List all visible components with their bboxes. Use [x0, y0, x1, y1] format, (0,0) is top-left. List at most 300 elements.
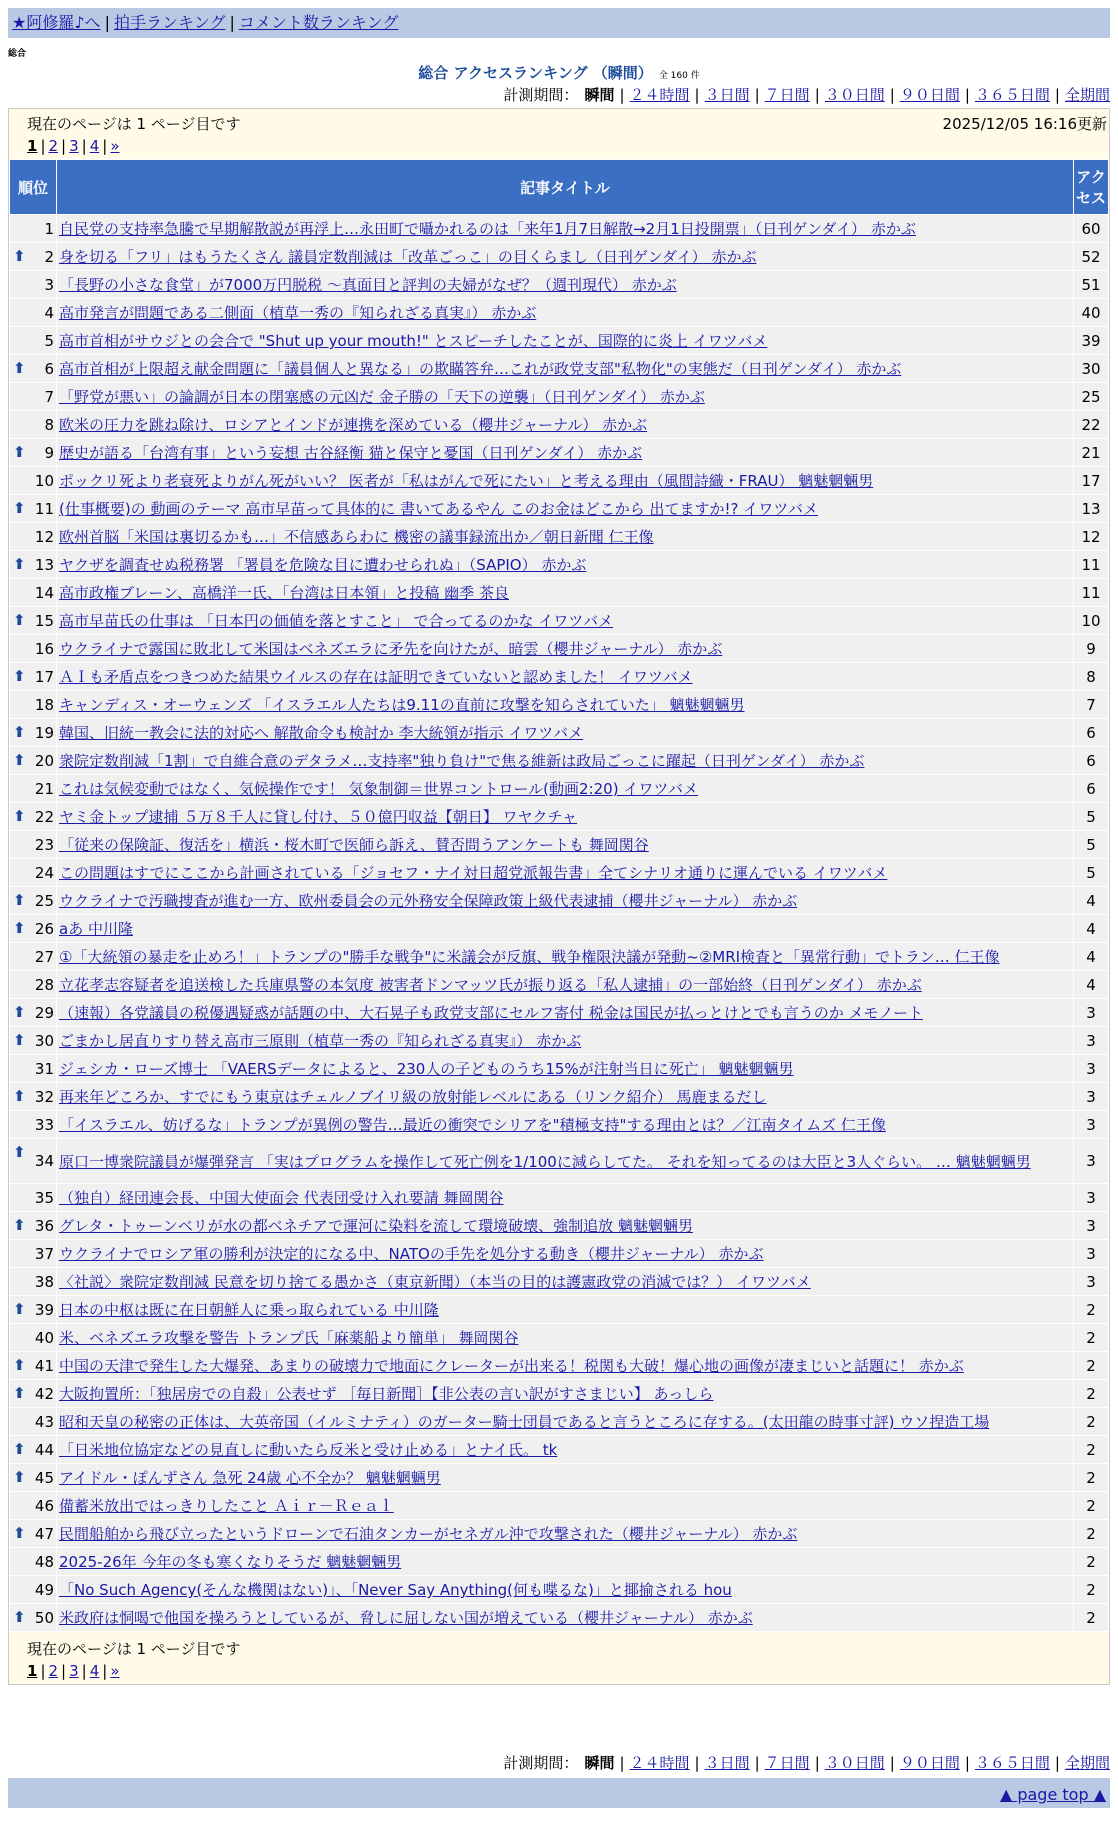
rank-up-arrow-icon: ⬆	[13, 499, 26, 517]
period-link[interactable]: 全期間	[1064, 1754, 1110, 1772]
title-cell	[57, 495, 1073, 522]
rank-up-arrow-icon: ⬆	[13, 555, 26, 573]
period-link[interactable]: ７日間	[764, 86, 810, 104]
ranking-panel	[8, 108, 1110, 1685]
period-separator: |	[964, 86, 970, 104]
article-link[interactable]: ポックリ死より老衰死よりがん死がいい？ 医者が「私はがんで死にたい」と考える理由（風間詩織・FRAU） 魑魅魍魎男	[59, 472, 874, 490]
pager-page-link[interactable]: 2	[48, 1662, 59, 1680]
rank-number: 29	[34, 1003, 54, 1022]
article-link[interactable]: 米、ベネズエラ攻撃を警告 トランプ氏「麻薬船より簡単」 舞岡関谷	[59, 1329, 519, 1347]
rank-cell	[10, 1352, 56, 1379]
access-count: 4	[1074, 971, 1108, 998]
rank-number: 20	[34, 751, 54, 770]
rank-cell	[10, 831, 56, 858]
rank-number: 17	[34, 667, 54, 686]
rank-cell	[10, 1240, 56, 1267]
page-info-bottom	[9, 1632, 1109, 1684]
title-cell	[57, 607, 1073, 634]
rank-cell	[10, 495, 56, 522]
rank-cell	[10, 859, 56, 886]
rank-number: 21	[34, 779, 54, 798]
access-count: 22	[1074, 411, 1108, 438]
article-link[interactable]: 「No Such Agency(そんな機関はない)」、「Never Say Anything(何も喋るな)」と揶揄される hou	[59, 1581, 732, 1599]
access-count: 13	[1074, 495, 1108, 522]
rank-cell	[10, 411, 56, 438]
period-separator: |	[619, 86, 625, 104]
table-row	[10, 775, 1108, 802]
rank-cell	[10, 775, 56, 802]
category-label: 総合	[8, 49, 27, 59]
article-link[interactable]: 民間船舶から飛び立ったというドローンで石油タンカーがセネガル沖で攻撃された（櫻井ジャーナル） 赤かぶ	[59, 1525, 798, 1543]
rank-cell	[10, 355, 56, 382]
access-count: 2	[1074, 1604, 1108, 1631]
page-indicator-bottom: 現在のページは 1 ページ目です	[27, 1640, 241, 1658]
article-link[interactable]: 昭和天皇の秘密の正体は、大英帝国（イルミナティ）のガーター騎士団員であると言うところに存する。(太田龍の時事寸評) ウソ捏造工場	[59, 1413, 990, 1431]
title-cell	[57, 1380, 1073, 1407]
title-cell	[57, 1055, 1073, 1082]
period-link[interactable]: ２４時間	[629, 1754, 690, 1772]
rank-number: 50	[34, 1608, 54, 1627]
article-link[interactable]: aあ 中川隆	[59, 920, 133, 938]
period-separator: |	[1054, 86, 1060, 104]
rank-cell	[10, 1604, 56, 1631]
access-count: 3	[1074, 1083, 1108, 1110]
period-link[interactable]: ３日間	[704, 1754, 750, 1772]
title-cell	[57, 383, 1073, 410]
article-link[interactable]: ジェシカ・ローズ博士 「VAERSデータによると、230人の子どものうち15%が注射当日に死亡」 魑魅魍魎男	[59, 1060, 794, 1078]
rank-up-arrow-icon: ⬆	[13, 1003, 26, 1021]
access-count: 39	[1074, 327, 1108, 354]
rank-cell	[10, 579, 56, 606]
rank-number: 48	[34, 1552, 54, 1571]
title-cell	[57, 1576, 1073, 1603]
rank-up-arrow-icon: ⬆	[13, 1524, 26, 1542]
rank-cell	[10, 439, 56, 466]
access-count: 30	[1074, 355, 1108, 382]
article-link[interactable]: 2025-26年 今年の冬も寒くなりそうだ 魑魅魍魎男	[59, 1553, 402, 1571]
rank-cell	[10, 971, 56, 998]
article-link[interactable]: 高市早苗氏の仕事は 「日本円の価値を落とすこと」 で合ってるのかな イワツバメ	[59, 612, 614, 630]
title-cell	[57, 663, 1073, 690]
title-cell	[57, 1111, 1073, 1138]
article-link[interactable]: これは気候変動ではなく、気候操作です！ 気象制御＝世界コントロール(動画2:20) イワツバメ	[59, 780, 699, 798]
title-cell	[57, 1352, 1073, 1379]
table-row	[10, 271, 1108, 298]
title-cell	[57, 327, 1073, 354]
header-title: 記事タイトル	[57, 160, 1073, 214]
rank-number: 41	[34, 1356, 54, 1375]
article-link[interactable]: 高市首相がサウジとの会合で "Shut up your mouth!" とスピーチしたことが、国際的に炎上 イワツバメ	[59, 332, 768, 350]
title-cell	[57, 271, 1073, 298]
pager-page-link[interactable]: 1	[27, 1662, 38, 1680]
period-separator: |	[889, 1754, 895, 1772]
rank-cell	[10, 551, 56, 578]
rank-number: 28	[34, 975, 54, 994]
rank-up-arrow-icon: ⬆	[13, 359, 26, 377]
access-count: 5	[1074, 803, 1108, 830]
rank-cell	[10, 271, 56, 298]
table-row	[10, 439, 1108, 466]
rank-cell	[10, 691, 56, 718]
rank-number: 1	[44, 219, 54, 238]
page-title-block	[0, 62, 1118, 83]
access-count: 5	[1074, 859, 1108, 886]
rank-number: 23	[34, 835, 54, 854]
access-count: 2	[1074, 1352, 1108, 1379]
rank-up-arrow-icon: ⬆	[13, 1356, 26, 1374]
title-cell	[57, 579, 1073, 606]
rank-number: 2	[44, 247, 54, 266]
rank-number: 13	[34, 555, 54, 574]
article-link[interactable]: 「長野の小さな食堂」が7000万円脱税 ～真面目と評判の夫婦がなぜ？（週刊現代） 赤かぶ	[59, 276, 677, 294]
total-count: 全 160 件	[658, 71, 700, 81]
title-cell	[57, 971, 1073, 998]
rank-number: 12	[34, 527, 54, 546]
access-count: 10	[1074, 607, 1108, 634]
period-link[interactable]: ３０日間	[824, 1754, 885, 1772]
article-link[interactable]: ごまかし居直りすり替え高市三原則（植草一秀の『知られざる真実』） 赤かぶ	[59, 1032, 582, 1050]
pager-separator: |	[102, 137, 108, 155]
period-separator: |	[814, 1754, 820, 1772]
title-cell	[57, 999, 1073, 1026]
access-count: 9	[1074, 635, 1108, 662]
rank-number: 14	[34, 583, 54, 602]
pager-next[interactable]: »	[110, 1662, 120, 1680]
article-link[interactable]: 高市発言が問題である二側面（植草一秀の『知られざる真実』） 赤かぶ	[59, 304, 537, 322]
article-link[interactable]: 立花孝志容疑者を追送検した兵庫県警の本気度 被害者ドンマッツ氏が振り返る「私人逮捕」の一部始終（日刊ゲンダイ） 赤かぶ	[59, 976, 922, 994]
title-cell	[57, 523, 1073, 550]
rank-cell	[10, 215, 56, 242]
table-row	[10, 1352, 1108, 1379]
access-count: 2	[1074, 1576, 1108, 1603]
pager-page-link[interactable]: 4	[89, 137, 100, 155]
period-link[interactable]: ３６５日間	[974, 1754, 1050, 1772]
pager-separator: |	[40, 1662, 46, 1680]
title-cell	[57, 1324, 1073, 1351]
period-link[interactable]: ７日間	[764, 1754, 810, 1772]
period-link[interactable]: ９０日間	[899, 1754, 960, 1772]
page-indicator	[27, 113, 240, 134]
pager-separator: |	[81, 1662, 87, 1680]
article-link[interactable]: 高市政権ブレーン、高橋洋一氏、「台湾は日本領」と投稿 幽季 茶良	[59, 584, 509, 602]
rank-number: 5	[44, 331, 54, 350]
access-count: 21	[1074, 439, 1108, 466]
article-link[interactable]: ヤクザを調査せぬ税務署 「署員を危険な目に遭わせられぬ」（SAPIO） 赤かぶ	[59, 556, 587, 574]
article-link[interactable]: 米政府は恫喝で他国を操ろうとしているが、脅しに屈しない国が増えている（櫻井ジャーナル） 赤かぶ	[59, 1609, 753, 1627]
rank-number: 18	[34, 695, 54, 714]
rank-number: 44	[34, 1440, 54, 1459]
access-count: 2	[1074, 1380, 1108, 1407]
rank-cell	[10, 607, 56, 634]
table-row	[10, 691, 1108, 718]
table-row	[10, 1184, 1108, 1211]
rank-number: 4	[44, 303, 54, 322]
article-link[interactable]: （独自）経団連会長、中国大使面会 代表団受け入れ要請 舞岡関谷	[59, 1189, 504, 1207]
period-link[interactable]: ３０日間	[824, 86, 885, 104]
applause-ranking-link[interactable]: 拍手ランキング	[113, 13, 226, 32]
article-link[interactable]: 再来年どころか、すでにもう東京はチェルノブイリ級の放射能レベルにある（リンク紹介） 馬鹿まるだし	[59, 1088, 767, 1106]
title-cell	[57, 411, 1073, 438]
rank-cell	[10, 803, 56, 830]
table-row	[10, 215, 1108, 242]
article-link[interactable]: 韓国、旧統一教会に法的対応へ 解散命令も検討か 李大統領が指示 イワツバメ	[59, 724, 584, 742]
pager-separator: |	[102, 1662, 108, 1680]
period-link[interactable]: ３日間	[704, 86, 750, 104]
access-count: 6	[1074, 775, 1108, 802]
access-count: 11	[1074, 551, 1108, 578]
article-link[interactable]: 高市首相が上限超え献金問題に「議員個人と異なる」の欺瞞答弁…これが政党支部"私物化"の実態だ（日刊ゲンダイ） 赤かぶ	[59, 360, 902, 378]
table-row	[10, 803, 1108, 830]
rank-number: 47	[34, 1524, 54, 1543]
title-cell	[57, 1083, 1073, 1110]
pager-next[interactable]: »	[110, 137, 120, 155]
access-count: 60	[1074, 215, 1108, 242]
article-link[interactable]: ヤミ金トップ逮捕 ５万８千人に貸し付け、５０億円収益【朝日】 ワヤクチャ	[59, 808, 578, 826]
table-row	[10, 1380, 1108, 1407]
table-row	[10, 327, 1108, 354]
rank-cell	[10, 1268, 56, 1295]
article-link[interactable]: 自民党の支持率急騰で早期解散説が再浮上…永田町で囁かれるのは「来年1月7日解散→2月1日投開票」（日刊ゲンダイ） 赤かぶ	[59, 220, 916, 238]
period-separator: |	[814, 86, 820, 104]
bottom-bar	[8, 1778, 1110, 1808]
rank-up-arrow-icon: ⬆	[13, 1608, 26, 1626]
rank-cell	[10, 1139, 56, 1183]
header-rank: 順位	[10, 160, 56, 214]
rank-cell	[10, 1027, 56, 1054]
title-cell	[57, 691, 1073, 718]
title-cell	[57, 1548, 1073, 1575]
article-link[interactable]: ①「大統領の暴走を止めろ！」トランプの"勝手な戦争"に米議会が反旗、戦争権限決議が発動~②MRI検査と「異常行動」でトラン… 仁王像	[59, 948, 1000, 966]
page-top-link[interactable]: ▲ page top ▲	[999, 1785, 1106, 1804]
updated-time: 2025/12/05 16:16更新	[942, 115, 1107, 133]
access-count: 40	[1074, 299, 1108, 326]
table-row	[10, 1324, 1108, 1351]
rank-number: 33	[34, 1115, 54, 1134]
article-link[interactable]: 「従来の保険証、復活を」横浜・桜木町で医師ら訴え、賛否問うアンケートも 舞岡関谷	[59, 836, 649, 854]
page-indicator-text: 現在のページは 1 ページ目です	[27, 115, 241, 133]
table-row	[10, 551, 1108, 578]
article-link[interactable]: この問題はすでにここから計画されている「ジョセフ・ナイ対日超党派報告書」全てシナリオ通りに運んでいる イワツバメ	[59, 864, 888, 882]
article-link[interactable]: 中国の天津で発生した大爆発、あまりの破壊力で地面にクレーターが出来る！税関も大破！爆心地の画像が凄まじいと話題に！ 赤かぶ	[59, 1357, 964, 1375]
period-link[interactable]: ３６５日間	[974, 86, 1050, 104]
article-link[interactable]: （速報）各党議員の税優遇疑惑が話題の中、大石晃子も政党支部にセルフ寄付 税金は国民が払っとけとでも言うのか メモノート	[59, 1004, 923, 1022]
rank-number: 15	[34, 611, 54, 630]
period-separator: |	[1054, 1754, 1060, 1772]
rank-up-arrow-icon: ⬆	[13, 919, 26, 937]
rank-number: 42	[34, 1384, 54, 1403]
access-count: 4	[1074, 887, 1108, 914]
period-separator: |	[694, 1754, 700, 1772]
rank-number: 3	[44, 275, 54, 294]
title-cell	[57, 1408, 1073, 1435]
access-count: 3	[1074, 1212, 1108, 1239]
rank-cell	[10, 523, 56, 550]
table-row	[10, 523, 1108, 550]
title-cell	[57, 803, 1073, 830]
pager-page-link[interactable]: 4	[89, 1662, 100, 1680]
rank-cell	[10, 327, 56, 354]
article-link[interactable]: 日本の中枢は既に在日朝鮮人に乗っ取られている 中川隆	[59, 1301, 439, 1319]
period-link[interactable]: ２４時間	[629, 86, 690, 104]
article-link[interactable]: 「日米地位協定などの見直しに動いたら反米と受け止める」とナイ氏。 tk	[59, 1441, 558, 1459]
title-cell	[57, 915, 1073, 942]
table-row	[10, 579, 1108, 606]
rank-number: 26	[34, 919, 54, 938]
title-cell	[57, 1027, 1073, 1054]
period-link[interactable]: 全期間	[1064, 86, 1110, 104]
pager-page-link[interactable]: 2	[48, 137, 59, 155]
rank-number: 39	[34, 1300, 54, 1319]
table-row	[10, 1576, 1108, 1603]
title-cell	[57, 1139, 1073, 1183]
article-link[interactable]: ウクライナでロシア軍の勝利が決定的になる中、NATOの手先を処分する動き（櫻井ジャーナル） 赤かぶ	[59, 1245, 764, 1263]
period-selector-bottom	[503, 1752, 1110, 1773]
rank-cell	[10, 943, 56, 970]
access-count: 51	[1074, 271, 1108, 298]
title-cell	[57, 551, 1073, 578]
table-body	[10, 215, 1108, 1631]
period-link[interactable]: ９０日間	[899, 86, 960, 104]
rank-cell	[10, 915, 56, 942]
table-row	[10, 1604, 1108, 1631]
header-access: アクセス	[1074, 160, 1108, 214]
article-link[interactable]: 原口一博衆院議員が爆弾発言 「実はプログラムを操作して死亡例を1/100に減らしてた。 それを知ってるのは大臣と3人ぐらい。 … 魑魅魍魎男	[59, 1152, 1031, 1171]
table-row	[10, 607, 1108, 634]
table-row	[10, 1139, 1108, 1183]
table-row	[10, 411, 1108, 438]
title-cell	[57, 775, 1073, 802]
article-link[interactable]: キャンディス・オーウェンズ 「イスラエル人たちは9.11の直前に攻撃を知らされていた」 魑魅魍魎男	[59, 696, 745, 714]
table-row	[10, 355, 1108, 382]
article-link[interactable]: グレタ・トゥーンベリが水の都ベネチアで運河に染料を流して環境破壊、強制追放 魑魅魍魎男	[59, 1217, 693, 1235]
table-row	[10, 1464, 1108, 1491]
article-link[interactable]: ウクライナで汚職捜査が進む一方、欧州委員会の元外務安全保障政策上級代表逮捕（櫻井ジャーナル） 赤かぶ	[59, 892, 798, 910]
table-row	[10, 1296, 1108, 1323]
table-row	[10, 1408, 1108, 1435]
title-cell	[57, 943, 1073, 970]
access-count: 25	[1074, 383, 1108, 410]
table-row	[10, 1520, 1108, 1547]
rank-number: 10	[34, 471, 54, 490]
article-link[interactable]: アイドル・ぽんずさん 急死 24歳 心不全か？ 魑魅魍魎男	[59, 1469, 441, 1487]
period-selector-top	[503, 84, 1110, 105]
rank-number: 31	[34, 1059, 54, 1078]
article-link[interactable]: ウクライナで露国に敗北して米国はベネズエラに矛先を向けたが、暗雲（櫻井ジャーナル） 赤かぶ	[59, 640, 723, 658]
title-cell	[57, 887, 1073, 914]
access-count: 3	[1074, 1240, 1108, 1267]
table-row	[10, 887, 1108, 914]
title-cell	[57, 1604, 1073, 1631]
table-row	[10, 1083, 1108, 1110]
home-link[interactable]: ★阿修羅♪へ	[12, 13, 101, 32]
pager-separator: |	[81, 137, 87, 155]
rank-up-arrow-icon: ⬆	[13, 247, 26, 265]
period-label: 計測期間：	[503, 86, 579, 104]
article-link[interactable]: (仕事概要)の 動画のテーマ 高市早苗って具体的に 書いてあるやん このお金はどこから 出てますか!? イワツバメ	[59, 500, 818, 518]
period-links	[614, 1754, 1110, 1772]
access-count: 11	[1074, 579, 1108, 606]
rank-up-arrow-icon: ⬆	[13, 1384, 26, 1402]
article-link[interactable]: ＡＩも矛盾点をつきつめた結果ウイルスの存在は証明できていないと認めました！ イワツバメ	[59, 668, 693, 686]
article-link[interactable]: 「イスラエル、妨げるな」トランプが異例の警告…最近の衝突でシリアを"積極支持"する理由とは？／江南タイムズ 仁王像	[59, 1116, 886, 1134]
period-separator: |	[754, 1754, 760, 1772]
article-link[interactable]: 衆院定数削減「1割」で自維合意のデタラメ…支持率"独り負け"で焦る維新は政局ごっこに躍起（日刊ゲンダイ） 赤かぶ	[59, 752, 865, 770]
title-cell	[57, 1268, 1073, 1295]
article-link[interactable]: 大阪拘置所：「独居房での自殺」公表せず ［毎日新聞］【非公表の言い訳がすさまじい】 あっしら	[59, 1385, 714, 1403]
access-count: 4	[1074, 943, 1108, 970]
comment-ranking-link[interactable]: コメント数ランキング	[238, 13, 399, 32]
rank-up-arrow-icon: ⬆	[13, 443, 26, 461]
title-cell	[57, 1464, 1073, 1491]
table-row	[10, 467, 1108, 494]
table-row	[10, 243, 1108, 270]
article-link[interactable]: 備蓄米放出ではっきりしたこと Ａｉｒ－Ｒｅａｌ	[59, 1497, 394, 1515]
article-link[interactable]: 欧州首脳「米国は裏切るかも…」不信感あらわに 機密の議事録流出か／朝日新聞 仁王像	[59, 528, 654, 546]
rank-cell	[10, 1436, 56, 1463]
table-row	[10, 971, 1108, 998]
article-link[interactable]: 歴史が語る「台湾有事」という妄想 古谷経衡 猫と保守と憂国（日刊ゲンダイ） 赤かぶ	[59, 444, 643, 462]
pager-page-link[interactable]: 1	[27, 137, 38, 155]
access-count: 3	[1074, 1184, 1108, 1211]
table-row	[10, 1548, 1108, 1575]
pager-page-link[interactable]: 3	[69, 1662, 79, 1680]
table-row	[10, 383, 1108, 410]
title-cell	[57, 1212, 1073, 1239]
rank-cell	[10, 1324, 56, 1351]
rank-cell	[10, 299, 56, 326]
article-link[interactable]: 「野党が悪い」の論調が日本の閉塞感の元凶だ 金子勝の「天下の逆襲」（日刊ゲンダイ） 赤かぶ	[59, 388, 705, 406]
title-cell	[57, 747, 1073, 774]
access-count: 6	[1074, 747, 1108, 774]
period-separator: |	[619, 1754, 625, 1772]
table-row	[10, 999, 1108, 1026]
access-count: 2	[1074, 1464, 1108, 1491]
article-link[interactable]: 身を切る「フリ」はもうたくさん 議員定数削減は「改革ごっこ」の目くらまし（日刊ゲンダイ） 赤かぶ	[59, 248, 757, 266]
rank-cell	[10, 1055, 56, 1082]
table-row	[10, 831, 1108, 858]
period-separator: |	[889, 86, 895, 104]
rank-cell	[10, 1548, 56, 1575]
pager-page-link[interactable]: 3	[69, 137, 79, 155]
rank-number: 43	[34, 1412, 54, 1431]
article-link[interactable]: 欧米の圧力を跳ね除け、ロシアとインドが連携を深めている（櫻井ジャーナル） 赤かぶ	[59, 416, 648, 434]
page-info-top	[9, 109, 1109, 159]
rank-cell	[10, 999, 56, 1026]
table-row	[10, 859, 1108, 886]
rank-number: 35	[34, 1188, 54, 1207]
access-count: 2	[1074, 1436, 1108, 1463]
table-row	[10, 1492, 1108, 1519]
rank-cell	[10, 1111, 56, 1138]
rank-cell	[10, 635, 56, 662]
title-cell	[57, 355, 1073, 382]
period-current: 瞬間	[584, 1754, 615, 1772]
rank-cell	[10, 719, 56, 746]
access-count: 2	[1074, 1408, 1108, 1435]
title-cell	[57, 719, 1073, 746]
rank-number: 11	[34, 499, 54, 518]
title-cell	[57, 215, 1073, 242]
access-count: 2	[1074, 1324, 1108, 1351]
article-link[interactable]: 〈社説〉衆院定数削減 民意を切り捨てる愚かさ（東京新聞）（本当の目的は護憲政党の消滅では？） イワツバメ	[59, 1273, 811, 1291]
rank-cell	[10, 243, 56, 270]
ranking-table	[9, 159, 1109, 1632]
rank-number: 19	[34, 723, 54, 742]
rank-up-arrow-icon: ⬆	[13, 611, 26, 629]
rank-number: 37	[34, 1244, 54, 1263]
access-count: 3	[1074, 1111, 1108, 1138]
rank-cell	[10, 1492, 56, 1519]
